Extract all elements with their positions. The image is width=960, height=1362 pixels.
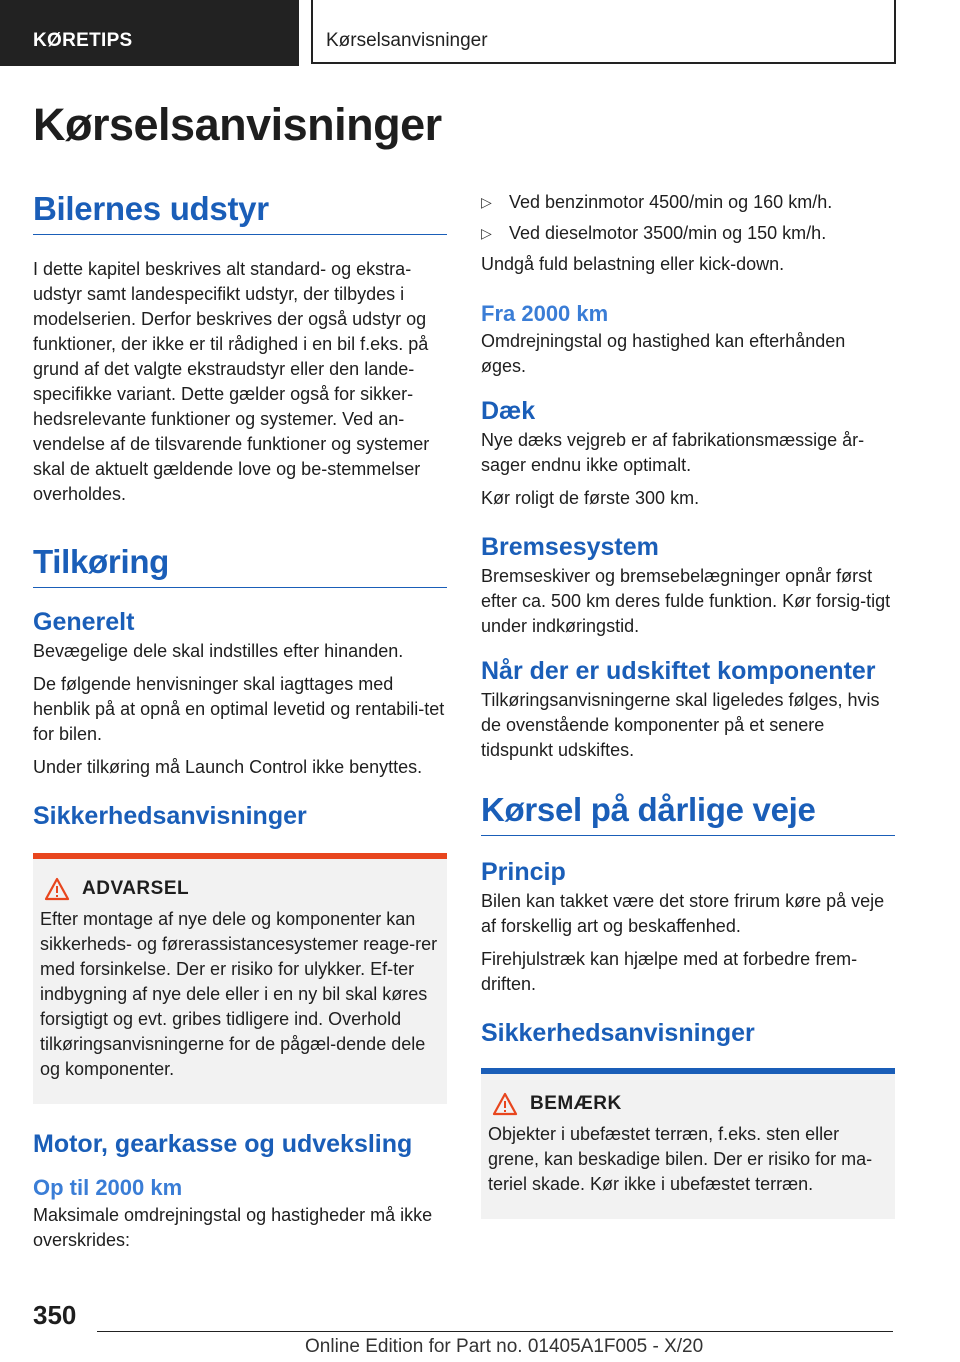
page-header (0, 0, 960, 66)
list-item: ▷ Ved benzinmotor 4500/min og 160 km/h. (481, 190, 895, 215)
paragraph-udskiftet-komponenter: Tilkøringsanvisningerne skal ligeledes følges, hvis de ovenstående komponenter på et senere tidspunkt udskiftes. (481, 690, 880, 760)
left-column (33, 190, 447, 1253)
right-column (481, 190, 895, 1219)
heading-udskiftet-komponenter: Når der er udskiftet komponenter (481, 657, 876, 685)
warning-triangle-icon (44, 877, 70, 901)
bullet-triangle-icon: ▷ (481, 225, 492, 241)
heading-sikkerhedsanvisninger-2: Sikkerhedsanvisninger (481, 1019, 755, 1047)
chapter-label: Kørselsanvisninger (311, 0, 896, 64)
paragraph-daek-2: Kør roligt de første 300 km. (481, 488, 700, 508)
paragraph-generelt-2: De følgende henvisninger skal iagttages med henblik på at opnå en optimal levetid og rentabili-tet for bilen. (33, 674, 445, 744)
paragraph-bilernes-udstyr: I dette kapitel beskrives alt standard- og ekstra-udstyr samt landespecifikt udstyr, der tilbydes i modelserien. Derfor beskrives der også udstyr og funktioner, der ikke er til rådighed i en bil f.eks. på grund af det valgte ekstraudstyr eller den lande-specifikke variant. Dette gælder også for sikker-hedsrelevante funktioner og systemer. Ved an-vendelse af de tilsvarende funktioner og systemer skal de aktuelt gældende love og be-stemmelser overholdes. (33, 259, 430, 504)
page-title: Kørselsanvisninger (33, 99, 442, 150)
paragraph-generelt-1: Bevægelige dele skal indstilles efter hinanden. (33, 641, 404, 661)
heading-princip: Princip (481, 858, 566, 886)
heading-fra-2000: Fra 2000 km (481, 301, 609, 326)
footer-edition: Online Edition for Part no. 01405A1F005 - X/20 (305, 1336, 704, 1357)
caution-triangle-icon (492, 1092, 518, 1116)
paragraph-princip-2: Firehjulstræk kan hjælpe med at forbedre frem-driften. (481, 949, 858, 994)
speed-limit-list (481, 190, 895, 246)
heading-bilernes-udstyr: Bilernes udstyr (33, 190, 447, 235)
heading-sikkerhedsanvisninger: Sikkerhedsanvisninger (33, 802, 307, 830)
heading-bremsesystem: Bremsesystem (481, 533, 659, 561)
footer-divider (97, 1331, 893, 1332)
bullet-triangle-icon: ▷ (481, 194, 492, 210)
note-header (488, 1092, 887, 1116)
warning-header (40, 877, 439, 901)
page-number: 350 (33, 1300, 77, 1330)
paragraph-undga: Undgå fuld belastning eller kick-down. (481, 254, 785, 274)
heading-generelt: Generelt (33, 608, 135, 636)
paragraph-daek-1: Nye dæks vejgreb er af fabrikationsmæssige år-sager endnu ikke optimalt. (481, 430, 865, 475)
heading-daek: Dæk (481, 397, 536, 425)
list-item: ▷ Ved dieselmotor 3500/min og 150 km/h. (481, 221, 895, 246)
paragraph-generelt-3: Under tilkøring må Launch Control ikke benyttes. (33, 757, 423, 777)
warning-text: Efter montage af nye dele og komponenter kan sikkerheds- og førerassistancesystemer reage-rer med forsinkelse. Der er risiko for ulykker. Ef-ter indbygning af nye dele eller i en ny bil skal køres forsigtigt og evt. gribes tidligere ind. Overhold tilkøringsanvisningerne for de pågæl-dende dele og komponenter. (40, 909, 438, 1079)
paragraph-princip-1: Bilen kan takket være det store frirum køre på veje af forskellig art og beskaffenhed. (481, 891, 885, 936)
paragraph-bremsesystem: Bremseskiver og bremsebelægninger opnår først efter ca. 500 km deres fulde funktion. Kør forsig-tigt under indkøringstid. (481, 566, 891, 636)
section-label: KØRETIPS (0, 0, 299, 66)
note-title: BEMÆRK (530, 1093, 622, 1114)
warning-title: ADVARSEL (82, 878, 190, 899)
heading-motor-gearkasse: Motor, gearkasse og udveksling (33, 1130, 413, 1158)
warning-box (33, 853, 447, 1104)
heading-op-til-2000: Op til 2000 km (33, 1175, 183, 1200)
heading-tilkoring: Tilkøring (33, 543, 447, 588)
heading-korsel-darlige-veje: Kørsel på dårlige veje (481, 791, 895, 836)
paragraph-fra-2000: Omdrejningstal og hastighed kan efterhånden øges. (481, 331, 846, 376)
paragraph-op-til-2000: Maksimale omdrejningstal og hastigheder må ikke overskrides: (33, 1205, 433, 1250)
note-box (481, 1068, 895, 1219)
note-text: Objekter i ubefæstet terræn, f.eks. sten eller grene, kan beskadige bilen. Der er risiko for ma-teriel skade. Kør ikke i ubefæstet terræn. (488, 1124, 873, 1194)
